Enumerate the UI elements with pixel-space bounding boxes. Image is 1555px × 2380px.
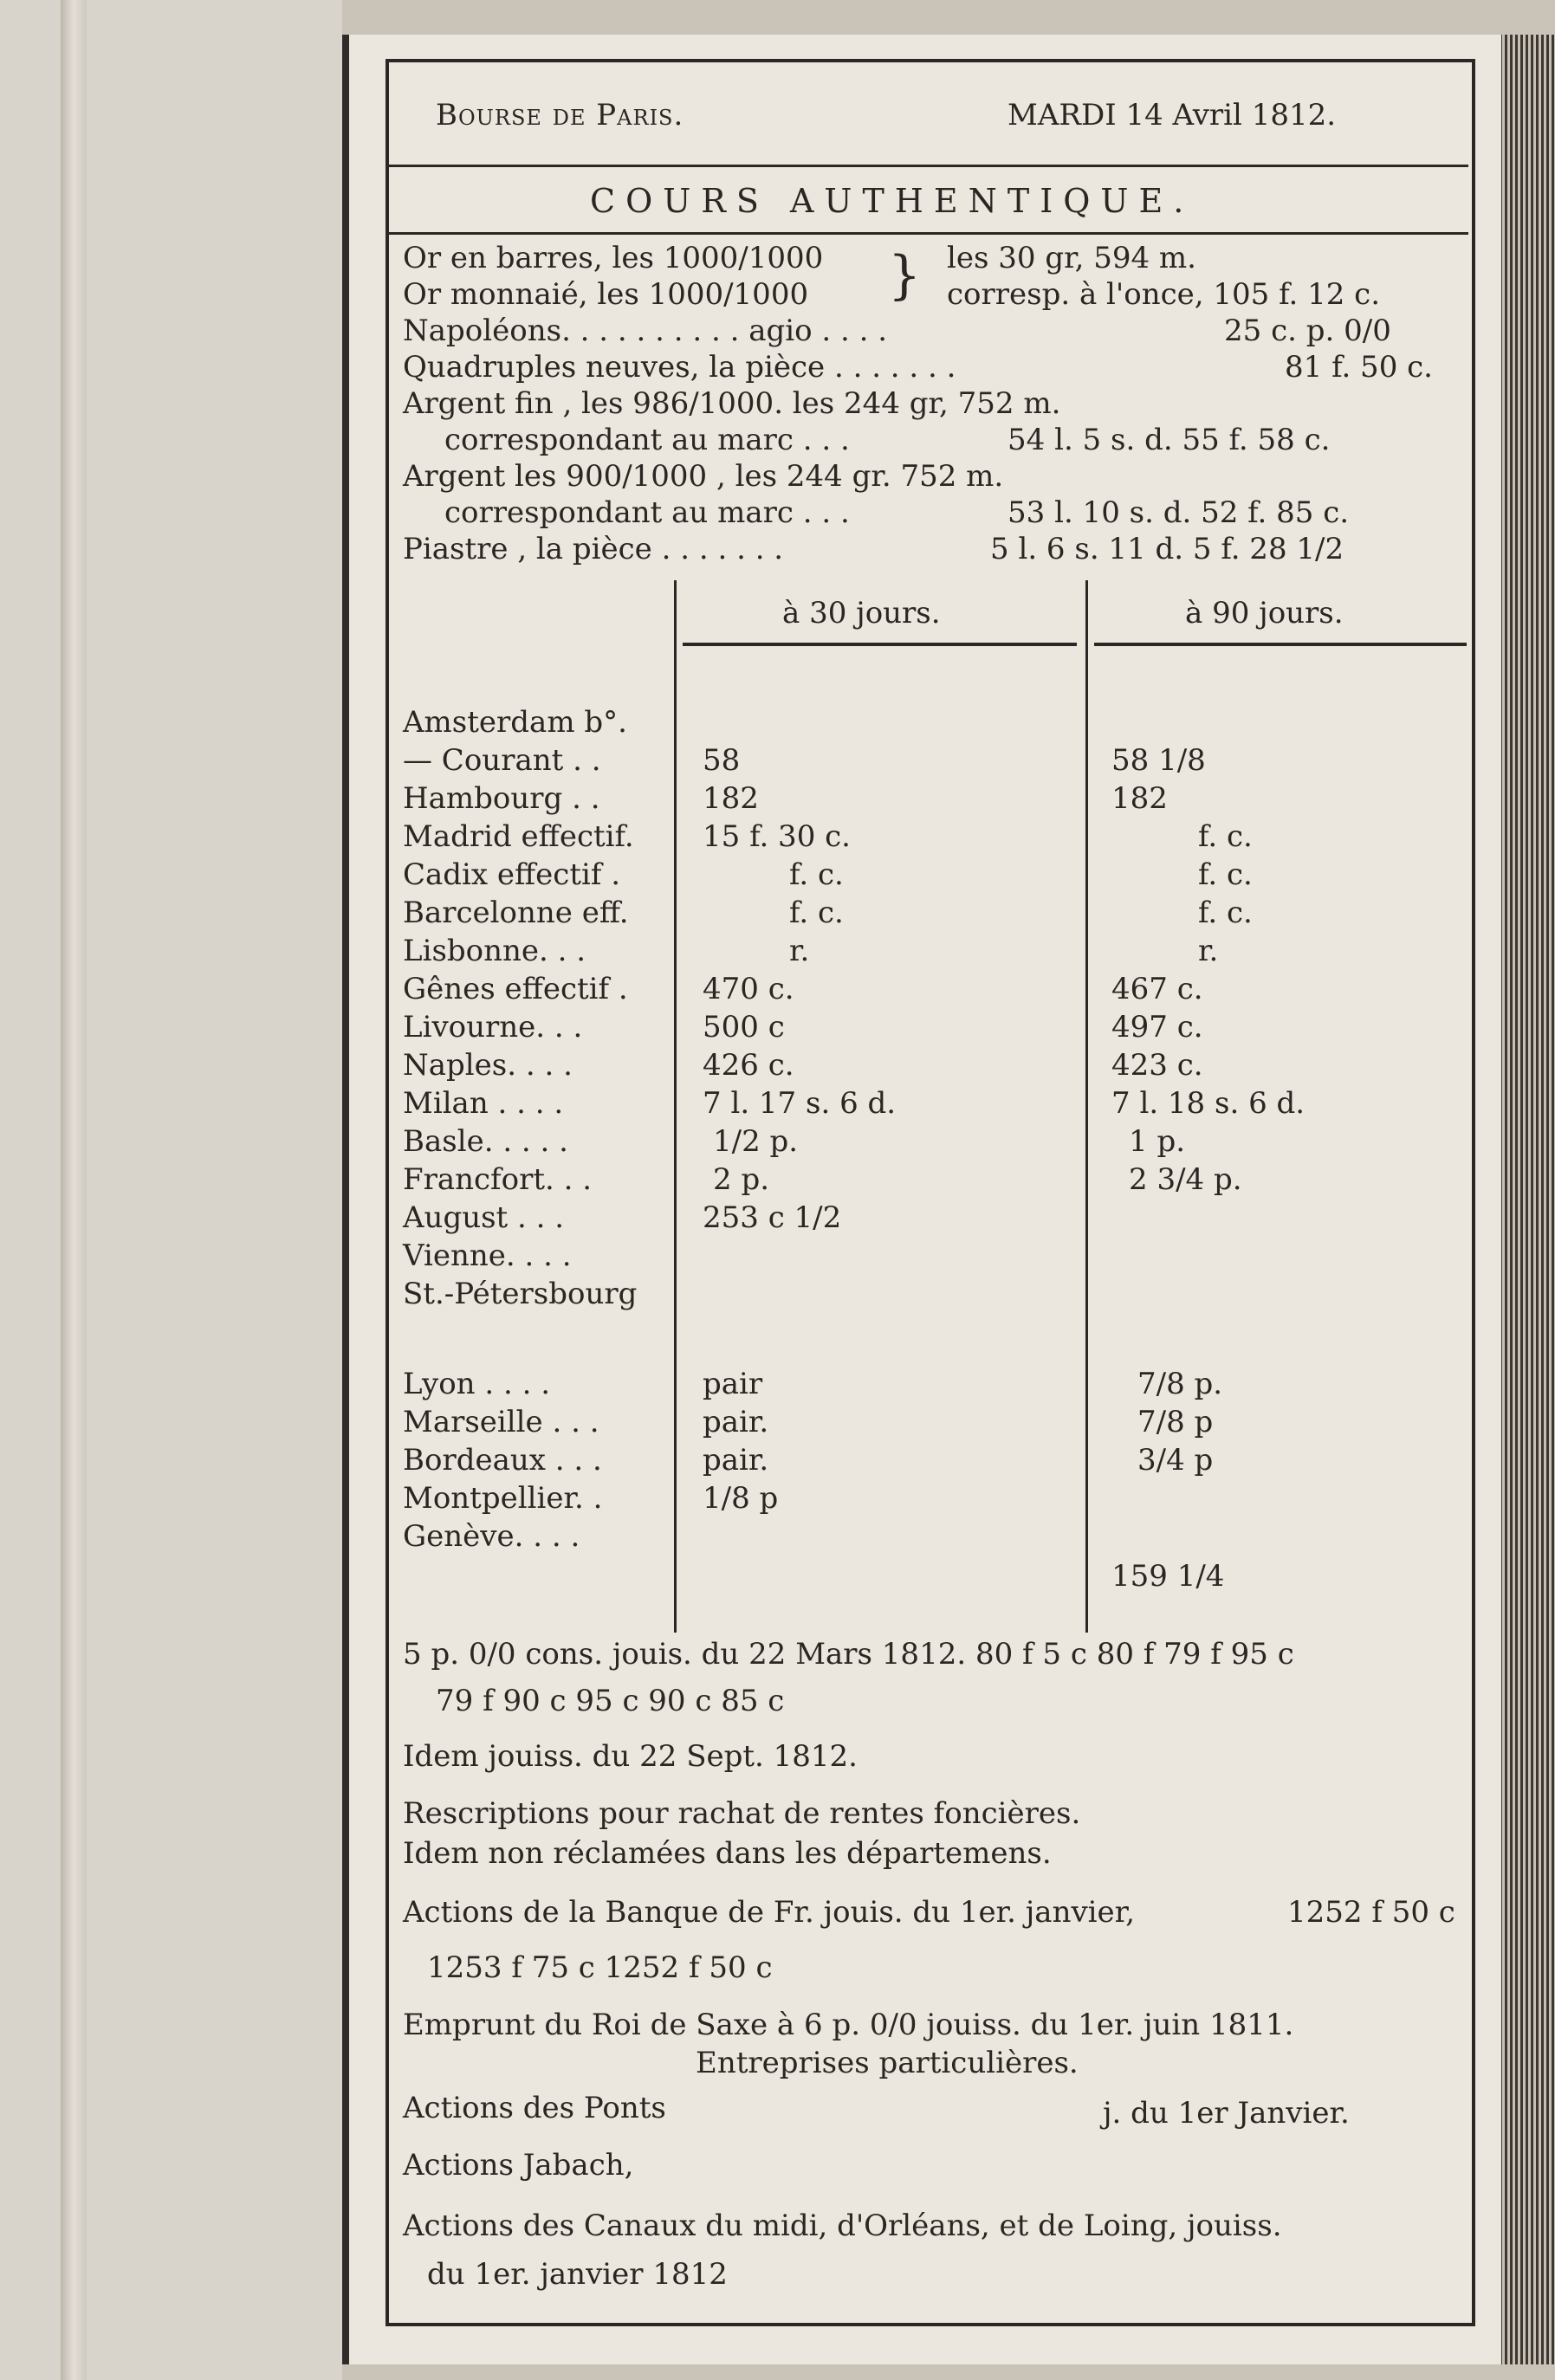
funds-line: Actions des Ponts — [403, 2091, 666, 2125]
rate-90: f. c. — [1198, 819, 1253, 854]
rate-90: 1 p. — [1129, 1124, 1186, 1159]
rate-30: 470 c. — [703, 972, 794, 1006]
rate-90: 497 c. — [1111, 1010, 1203, 1044]
rate-90: f. c. — [1198, 857, 1253, 892]
metal-value: 25 c. p. 0/0 — [1224, 314, 1391, 348]
rate-30: 1/8 p — [703, 1481, 779, 1516]
metal-label: Napoléons. . . . . . . . . . agio . . . . — [403, 314, 888, 348]
rate-90: 159 1/4 — [1111, 1559, 1225, 1594]
metal-label: Argent les 900/1000 , les 244 gr. 752 m. — [403, 459, 1004, 494]
rate-90: 58 1/8 — [1111, 743, 1206, 778]
metal-value: 53 l. 10 s. d. 52 f. 85 c. — [1008, 495, 1350, 530]
metal-label: Piastre , la pièce . . . . . . . — [403, 532, 784, 566]
funds-line: 5 p. 0/0 cons. jouis. du 22 Mars 1812. 80 f 5 c 80 f 79 f 95 c — [403, 1637, 1294, 1672]
header-left: Bourse de Paris. — [436, 98, 684, 133]
rate-90: 467 c. — [1111, 972, 1203, 1006]
place-name: Milan . . . . — [403, 1086, 564, 1121]
rate-90: 2 3/4 p. — [1129, 1162, 1242, 1197]
place-name: Vienne. . . . — [403, 1239, 572, 1273]
place-name: Livourne. . . — [403, 1010, 583, 1044]
metal-label: Or monnaié, les 1000/1000 — [403, 277, 809, 312]
place-name: Barcelonne eff. — [403, 896, 629, 930]
rate-90: 182 — [1111, 781, 1168, 816]
table-divider-left — [674, 580, 677, 1633]
rate-30: 7 l. 17 s. 6 d. — [703, 1086, 897, 1121]
place-name: Naples. . . . — [403, 1048, 573, 1083]
rate-30: f. c. — [789, 857, 844, 892]
place-name: Genève. . . . — [403, 1519, 580, 1554]
funds-line: Idem jouiss. du 22 Sept. 1812. — [403, 1739, 858, 1774]
rate-30: 426 c. — [703, 1048, 794, 1083]
place-name: Gênes effectif . — [403, 972, 628, 1006]
metal-value: 81 f. 50 c. — [1285, 350, 1433, 385]
metal-value: 54 l. 5 s. d. 55 f. 58 c. — [1008, 423, 1331, 457]
funds-value: j. du 1er Janvier. — [1103, 2096, 1350, 2131]
funds-line: du 1er. janvier 1812 — [427, 2257, 728, 2292]
place-name: Francfort. . . — [403, 1162, 593, 1197]
column-header-30: à 30 jours. — [782, 596, 941, 631]
place-name: Lisbonne. . . — [403, 934, 586, 968]
metal-value: 5 l. 6 s. 11 d. 5 f. 28 1/2 — [990, 532, 1344, 566]
rate-30: 2 p. — [713, 1162, 770, 1197]
rate-90: 3/4 p — [1137, 1443, 1214, 1478]
rate-90: 423 c. — [1111, 1048, 1203, 1083]
rate-30: pair. — [703, 1443, 769, 1478]
rate-90: r. — [1198, 934, 1219, 968]
header-right: MARDI 14 Avril 1812. — [1008, 98, 1337, 133]
rate-90: 7/8 p — [1137, 1405, 1214, 1439]
funds-value: 1252 f 50 c — [1287, 1895, 1455, 1930]
rate-30: 182 — [703, 781, 759, 816]
column-rule-90 — [1094, 643, 1467, 646]
book-cover-left — [0, 0, 342, 2380]
place-name: Basle. . . . . — [403, 1124, 568, 1159]
rate-30: 1/2 p. — [713, 1124, 799, 1159]
rate-30: 253 c 1/2 — [703, 1200, 842, 1235]
place-name: St.-Pétersbourg — [403, 1277, 638, 1311]
column-rule-30 — [683, 643, 1077, 646]
header-rule — [386, 165, 1468, 167]
funds-line: Actions des Canaux du midi, d'Orléans, et de Loing, jouiss. — [403, 2209, 1282, 2243]
rate-30: pair. — [703, 1405, 769, 1439]
place-name: Bordeaux . . . — [403, 1443, 602, 1478]
funds-line: Emprunt du Roi de Saxe à 6 p. 0/0 jouiss. du 1er. juin 1811. — [403, 2008, 1294, 2042]
place-name: August . . . — [403, 1200, 565, 1235]
metal-label: Argent fin , les 986/1000. les 244 gr, 752 m. — [403, 386, 1061, 421]
funds-line: Actions Jabach, — [403, 2148, 634, 2183]
place-name: — Courant . . — [403, 743, 601, 778]
funds-line: Idem non réclamées dans les départemens. — [403, 1836, 1052, 1871]
document-page — [342, 35, 1501, 2364]
rate-90: 7/8 p. — [1137, 1367, 1223, 1401]
place-name: Marseille . . . — [403, 1405, 599, 1439]
metal-value: les 30 gr, 594 m. — [947, 241, 1196, 275]
metal-label: Or en barres, les 1000/1000 — [403, 241, 824, 275]
page-edges — [1494, 35, 1555, 2364]
funds-line: Actions de la Banque de Fr. jouis. du 1er. janvier, — [403, 1895, 1136, 1930]
place-name: Lyon . . . . — [403, 1367, 551, 1401]
metal-value: corresp. à l'once, 105 f. 12 c. — [947, 277, 1381, 312]
funds-line: 1253 f 75 c 1252 f 50 c — [427, 1950, 773, 1985]
cover-fold — [61, 0, 87, 2380]
rate-30: 58 — [703, 743, 741, 778]
table-divider-right — [1085, 580, 1088, 1633]
place-name: Hambourg . . — [403, 781, 600, 816]
rate-30: 500 c — [703, 1010, 785, 1044]
rate-90: 7 l. 18 s. 6 d. — [1111, 1086, 1306, 1121]
rate-30: r. — [789, 934, 810, 968]
place-name: Cadix effectif . — [403, 857, 621, 892]
section-heading: Entreprises particulières. — [696, 2046, 1079, 2080]
funds-line: 79 f 90 c 95 c 90 c 85 c — [436, 1684, 785, 1718]
page-title: COURS AUTHENTIQUE. — [590, 182, 1195, 220]
metal-label: correspondant au marc . . . — [444, 495, 850, 530]
title-rule — [386, 232, 1468, 235]
metal-label: correspondant au marc . . . — [444, 423, 850, 457]
funds-line: Rescriptions pour rachat de rentes foncières. — [403, 1796, 1081, 1831]
rate-30: pair — [703, 1367, 763, 1401]
rate-30: f. c. — [789, 896, 844, 930]
place-name: Madrid effectif. — [403, 819, 634, 854]
place-name: Montpellier. . — [403, 1481, 603, 1516]
rate-90: f. c. — [1198, 896, 1253, 930]
column-header-90: à 90 jours. — [1185, 596, 1344, 631]
metal-label: Quadruples neuves, la pièce . . . . . . . — [403, 350, 956, 385]
rate-30: 15 f. 30 c. — [703, 819, 851, 854]
place-name: Amsterdam b°. — [403, 705, 627, 740]
brace-symbol: } — [888, 245, 922, 306]
